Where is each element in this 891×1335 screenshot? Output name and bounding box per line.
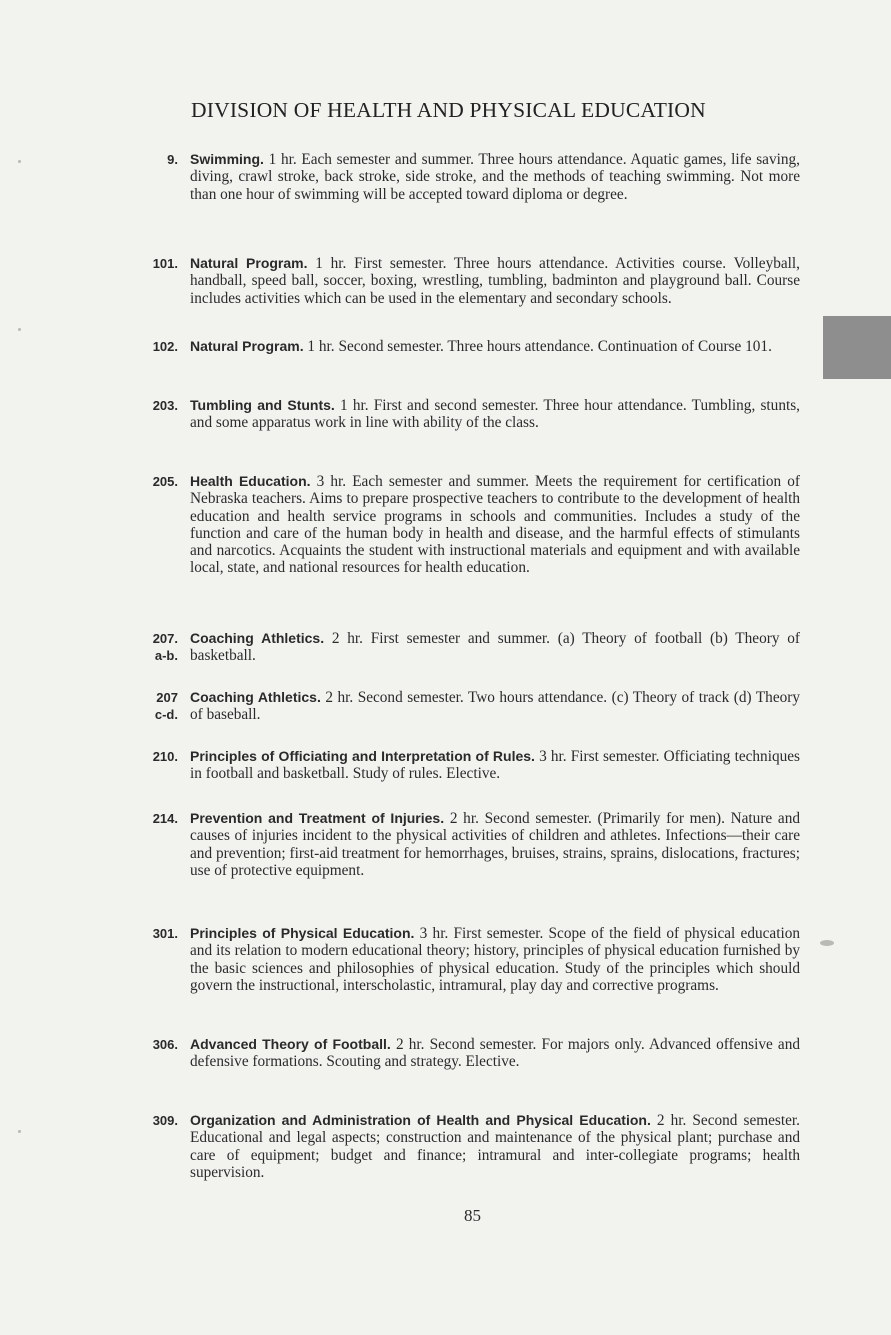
course-body xyxy=(190,473,800,577)
course-body xyxy=(190,689,800,724)
course-body xyxy=(190,151,800,203)
course-number: 101. xyxy=(152,256,178,271)
course-title: Natural Program. xyxy=(190,338,304,354)
course-description: 2 hr. Second semester. Educational and legal aspects; construction and maintenance of the physical plant; purchase and care of equipment; budget and finance; intramural and inter-collegiate programs; health supervision. xyxy=(190,1112,801,1181)
course-number: 210. xyxy=(152,749,178,764)
course-description: 2 hr. First semester and summer. (a) Theory of football (b) Theory of basketball. xyxy=(190,630,800,665)
course-number: 205. xyxy=(152,474,178,489)
course-description: 2 hr. Second semester. For majors only. Advanced offensive and defensive formations. Scouting and strategy. Elective. xyxy=(190,1036,800,1071)
course-body xyxy=(190,397,800,432)
course-body xyxy=(190,1112,800,1181)
course-body xyxy=(190,630,800,665)
course-title: Principles of Physical Education. xyxy=(190,925,415,941)
paper-speck xyxy=(820,940,834,946)
course-title: Organization and Administration of Health and Physical Education. xyxy=(190,1112,651,1128)
course-number: 306. xyxy=(152,1037,178,1052)
course-number-suffix: a-b. xyxy=(154,648,178,664)
course-description: 3 hr. Each semester and summer. Meets the requirement for certification of Nebraska teachers. Aims to prepare prospective teachers to contribute to the development of health education and health service programs in schools and communities. Includes a study of the function and care of the human body in health and disease, and the harmful effects of stimulants and narcotics. Acquaints the student with instructional materials and equipment and with available local, state, and national resources for health education. xyxy=(190,473,800,577)
course-title: Tumbling and Stunts. xyxy=(190,397,335,413)
page-number: 85 xyxy=(464,1206,481,1225)
course-description: 2 hr. Second semester. (Primarily for men). Nature and causes of injuries incident to the physical activities of children and athletes. Infections—their care and prevention; first-aid treatment for hemorrhages, bruises, strains, sprains, dislocations, fractures; use of protective equipment. xyxy=(190,810,801,879)
course-description: 1 hr. First semester. Three hours attendance. Activities course. Volleyball, handball, speed ball, soccer, boxing, wrestling, tumbling, badminton and playground ball. Course includes activities which can be used in the elementary and secondary schools. xyxy=(190,255,801,307)
course-title: Swimming. xyxy=(190,151,264,167)
course-title: Coaching Athletics. xyxy=(190,689,321,705)
course-title: Prevention and Treatment of Injuries. xyxy=(190,810,445,826)
course-number: 214. xyxy=(152,811,178,826)
course-body xyxy=(190,1036,800,1071)
thumb-index-tab xyxy=(823,316,891,379)
page-header: DIVISION OF HEALTH AND PHYSICAL EDUCATION xyxy=(191,98,706,122)
paper-speck xyxy=(18,328,21,331)
course-description: 2 hr. Second semester. Two hours attendance. (c) Theory of track (d) Theory of baseball. xyxy=(190,689,800,724)
course-number: 102. xyxy=(152,339,178,354)
course-title: Natural Program. xyxy=(190,255,308,271)
course-description: 1 hr. Second semester. Three hours attendance. Continuation of Course 101. xyxy=(307,338,772,355)
course-number: 207. a-b. xyxy=(140,630,178,665)
course-title: Advanced Theory of Football. xyxy=(190,1036,391,1052)
course-description: 1 hr. Each semester and summer. Three hours attendance. Aquatic games, life saving, diving, crawl stroke, back stroke, side stroke, and the methods of teaching swimming. Not more than one hour of swimming will be accepted toward diploma or degree. xyxy=(190,151,800,203)
course-title: Health Education. xyxy=(190,473,311,489)
course-body xyxy=(190,925,800,994)
course-title: Principles of Officiating and Interpretation of Rules. xyxy=(190,748,535,764)
course-title: Coaching Athletics. xyxy=(190,630,325,646)
course-description: 3 hr. First semester. Officiating techniques in football and basketball. Study of rules. Elective. xyxy=(190,748,800,783)
paper-speck xyxy=(18,1130,21,1133)
course-body xyxy=(190,810,800,879)
course-description: 3 hr. First semester. Scope of the field of physical education and its relation to modern educational theory; history, principles of physical education furnished by the basic sciences and philosophies of physical education. Study of the principles which should govern the instructional, interscholastic, intramural, play day and corrective programs. xyxy=(190,925,801,994)
course-number: 207 c-d. xyxy=(140,689,178,724)
course-body xyxy=(190,255,800,307)
paper-speck xyxy=(18,160,21,163)
course-number-suffix: c-d. xyxy=(154,707,178,723)
course-description: 1 hr. First and second semester. Three hour attendance. Tumbling, stunts, and some apparatus work in line with ability of the class. xyxy=(190,397,800,432)
course-number: 301. xyxy=(152,926,178,941)
course-number: 309. xyxy=(152,1113,178,1128)
course-number: 9. xyxy=(167,152,178,167)
course-number: 203. xyxy=(152,398,178,413)
course-body xyxy=(190,748,800,783)
course-body xyxy=(190,338,800,355)
